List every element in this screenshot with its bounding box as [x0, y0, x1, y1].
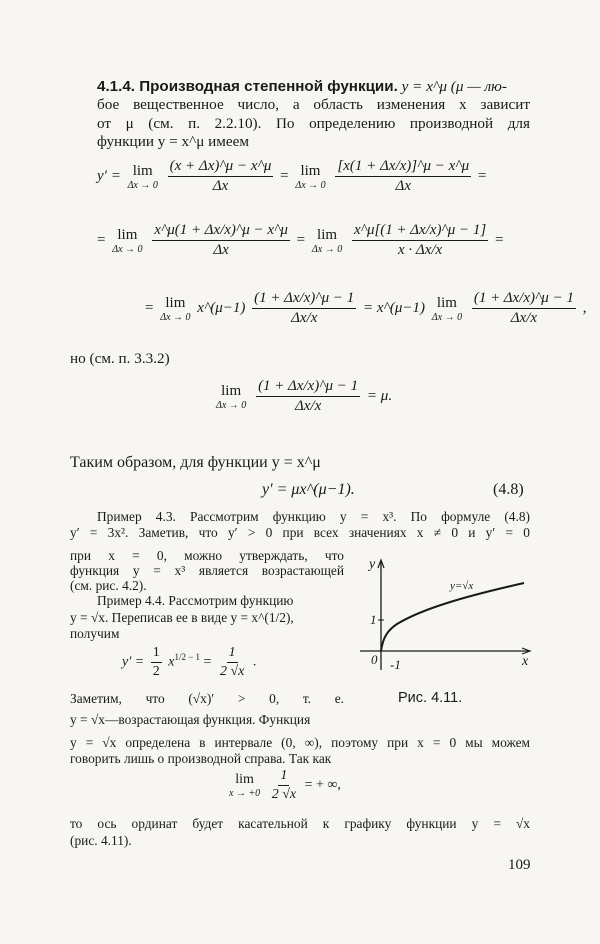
- limit-op: lim Δx → 0: [127, 162, 158, 191]
- example3-line-1: y′ = 3x². Заметив, что y′ > 0 при всех значениях x ≠ 0 и y′ = 0: [70, 525, 530, 540]
- y-axis-label: y: [369, 557, 376, 572]
- limit-op: lim Δx → 0: [112, 226, 143, 255]
- formula-number: (4.8): [493, 481, 524, 498]
- limit-op: lim Δx → 0: [431, 294, 463, 323]
- limit-op: lim Δx → 0: [311, 226, 343, 255]
- intro-line-0: y = x^μ (μ — лю-: [401, 78, 507, 95]
- fraction-3: $\frac{x\^{}\mu(1 + \Delta x/x)\^{}\mu - x\^{}\mu}{\Delta x}$: [154, 222, 288, 258]
- fraction-1: $\frac{(x + \Delta x)\^{}\mu - x\^{}\mu}{\Delta x}$: [169, 158, 272, 194]
- example4-after-3: говорить лишь о производной справа. Так как: [70, 751, 332, 766]
- derivation-row-2: = lim Δx → 0 $\frac{x\^{}\mu(1 + \Delta x/x)\^{}\mu - x\^{}\mu}{\Delta x}$ = lim Δx → 0 $\frac{x\^{}\mu[(1 + \Delta x/x)\^{}\mu - 1]}{x \cdot \Delta x/x}$ =: [97, 222, 504, 258]
- fraction-5: $\frac{(1 + \Delta x/x)\^{}\mu - 1}{\Delta x/x}$: [254, 290, 355, 326]
- limit-result: = μ.: [366, 387, 393, 404]
- limit-op: lim x → +0: [229, 772, 261, 799]
- example3-line-3: функция y = x³ является возрастающей: [70, 563, 344, 578]
- example4-limit: lim x → +0 $\frac{1}{2 √x}$ = + ∞,: [229, 768, 341, 802]
- half-fraction: $\frac{1}{2}$: [152, 645, 160, 679]
- example4-after-2: y = √x определена в интервале (0, ∞), поэтому при x = 0 мы можем: [70, 735, 530, 750]
- limit-result-row: [213, 378, 392, 415]
- derivation-row-3: = lim Δx → 0 x^(μ−1) $\frac{(1 + \Delta x/x)\^{}\mu - 1}{\Delta x/x}$ = x^(μ−1) lim Δx → 0 $\frac{(1 + \Delta x/x)\^{}\mu - 1}{\Delta x/x}$ ,: [145, 290, 587, 326]
- x-axis-label: x: [522, 654, 529, 669]
- example4-line-2: получим: [70, 626, 120, 641]
- page-number: 109: [508, 857, 531, 873]
- example4-equation: y′ = $\frac{1}{2}$ $x^{1/2 - 1}$ = $\frac{1}{2 √x}$ .: [122, 645, 257, 679]
- example3-line-4: (см. рис. 4.2).: [70, 578, 147, 593]
- example4-line-0: Пример 4.4. Рассмотрим функцию: [97, 593, 294, 608]
- final-line-1: (рис. 4.11).: [70, 833, 132, 848]
- example3-line-2: при x = 0, можно утверждать, что: [70, 548, 344, 563]
- limit-fraction: $\frac{1}{2 √x}$: [271, 768, 297, 802]
- derivation-row-1: y′ = lim Δx → 0 $\frac{(x + \Delta x)\^{}\mu - x\^{}\mu}{\Delta x}$ = lim Δx → 0 $\frac{[x(1 + \Delta x/x)]\^{}\mu - x\^{}\mu}{\Delta x}$ =: [97, 158, 487, 194]
- example4-line-1: y = √x. Переписав ее в виде y = x^(1/2),: [70, 610, 294, 625]
- fraction-2: $\frac{[x(1 + \Delta x/x)]\^{}\mu - x\^{}\mu}{\Delta x}$: [337, 158, 470, 194]
- example4-after-0: Заметим, что (√x)′ > 0, т. е.: [70, 691, 344, 706]
- formula-4-8: y′ = μx^(μ−1).: [262, 481, 355, 498]
- section-heading-line: [97, 78, 507, 96]
- power-prefix: x^(μ−1): [197, 299, 246, 316]
- figure-caption: Рис. 4.11.: [398, 690, 463, 706]
- fraction-4: $\frac{x\^{}\mu[(1 + \Delta x/x)\^{}\mu - 1]}{x \cdot \Delta x/x}$: [353, 222, 487, 258]
- section-heading: 4.1.4. Производная степенной функции.: [97, 78, 398, 95]
- example3-line-0: Пример 4.3. Рассмотрим функцию y = x³. По формуле (4.8): [97, 509, 530, 524]
- fraction-6: $\frac{(1 + \Delta x/x)\^{}\mu - 1}{\Delta x/x}$: [473, 290, 574, 326]
- sqrt-fraction: $\frac{1}{2 √x}$: [219, 645, 245, 679]
- sqrt-curve: [381, 583, 524, 651]
- origin-label: 0: [371, 652, 378, 667]
- fraction-7: $\frac{(1 + \Delta x/x)\^{}\mu - 1}{\Delta x/x}$: [258, 378, 359, 414]
- intro-line-2: от μ (см. п. 2.2.10). По определению производной для: [97, 115, 530, 132]
- figure-4-11: [352, 552, 532, 682]
- power-prefix-2: = x^(μ−1): [363, 299, 426, 316]
- curve-label: y=√x: [450, 580, 474, 592]
- intro-line-3: функции y = x^μ имеем: [97, 133, 249, 150]
- final-line-0: то ось ординат будет касательной к графику функции y = √x: [70, 816, 530, 831]
- tick-one-label: 1: [370, 612, 377, 627]
- intro-line-1: бое вещественное число, а область изменения x зависит: [97, 96, 530, 113]
- conclusion-line: Таким образом, для функции y = x^μ: [70, 454, 321, 471]
- limit-op: lim Δx → 0: [216, 382, 247, 411]
- lhs: y′ =: [97, 167, 121, 184]
- limit-op: lim Δx → 0: [295, 162, 326, 191]
- note-line: но (см. п. 3.3.2): [70, 350, 170, 367]
- tick-minus-one-label: -1: [390, 657, 401, 672]
- limit-op: lim Δx → 0: [160, 294, 191, 323]
- example4-after-1: y = √x—возрастающая функция. Функция: [70, 712, 311, 727]
